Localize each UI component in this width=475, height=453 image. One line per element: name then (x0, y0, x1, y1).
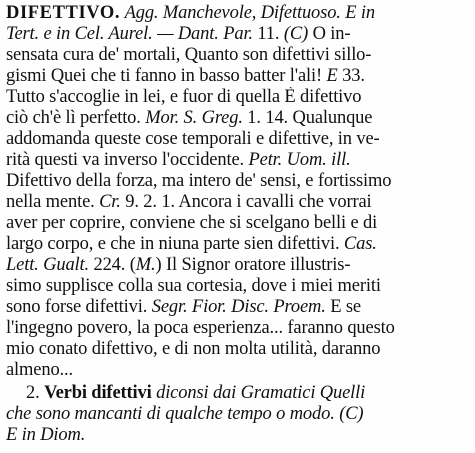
citation: Cr. (99, 192, 121, 212)
quote-text: O in- (308, 24, 351, 44)
citation: Cas. (343, 234, 377, 254)
entry-line-19 (6, 383, 464, 404)
citation-ref: 224. ( (89, 255, 136, 275)
citation-ref: 11. (252, 24, 284, 44)
quote-text: E se (325, 297, 361, 317)
citation: E in Diom. (6, 425, 86, 445)
definition: Agg. Manchevole, Difettuoso. E in (124, 3, 375, 23)
entry-line-5 (6, 87, 464, 108)
quote-text: ) Il Signor oratore illustris- (155, 255, 351, 275)
entry-line-12 (6, 234, 464, 255)
entry-line-9 (6, 171, 464, 192)
quote-text: 9. 2. 1. Ancora i cavalli che vorrai (120, 192, 372, 212)
source-mark: M. (135, 255, 156, 275)
quote-text: sensata cura de' mortali, Quanto son difettivi sillo- (6, 45, 372, 65)
citation: Petr. Uom. ill. (248, 150, 351, 170)
entry-line-11 (6, 213, 464, 234)
quote-text: sono forse difettivi. (6, 297, 148, 317)
sense-number: 2. (26, 383, 40, 403)
entry-line-10 (6, 192, 464, 213)
citation-ref: 1. 14. Qualunque (242, 108, 373, 128)
entry-line-18 (6, 360, 464, 381)
entry-line-2 (6, 24, 464, 45)
quote-text: nella mente. (6, 192, 95, 212)
citation: Segr. Fior. Disc. Proem. (151, 297, 326, 317)
entry-line-3 (6, 45, 464, 66)
quote-text: mio conato difettivo, e di non molta utilità, daranno (6, 339, 381, 359)
entry-line-13 (6, 255, 464, 276)
entry-line-17 (6, 339, 464, 360)
entry-line-16 (6, 318, 464, 339)
source-mark: (C) (283, 24, 309, 44)
headword: DIFETTIVO. (6, 3, 121, 23)
entry-line-15 (6, 297, 464, 318)
definition: diconsi dai Gramatici Quelli (156, 383, 366, 403)
citation: E (326, 66, 338, 86)
entry-line-8 (6, 150, 464, 171)
quote-text: simo supplisce colla sua cortesia, dove i miei meriti (6, 276, 381, 296)
citation: Tert. e in Cel. Aurel. — Dant. Par. (6, 24, 253, 44)
subentry-term: Verbi difettivi (44, 383, 152, 403)
citation: Lett. Gualt. (6, 255, 89, 275)
quote-text: gismi Quei che ti fanno in basso batter l'ali! (6, 66, 322, 86)
quote-text: rità questi va inverso l'occidente. (6, 150, 244, 170)
quote-text: almeno... (6, 360, 73, 380)
quote-text: Difettivo della forza, ma intero de' sensi, e fortissimo (6, 171, 392, 191)
entry-line-21 (6, 425, 464, 446)
entry-line-20 (6, 404, 464, 425)
entry-line-4 (6, 66, 464, 87)
source-mark: (C) (339, 404, 364, 424)
quote-text: l'ingegno povero, la poca esperienza... faranno questo (6, 318, 395, 338)
definition: che sono mancanti di qualche tempo o modo. (6, 404, 335, 424)
entry-line-1 (6, 3, 464, 24)
entry-line-7 (6, 129, 464, 150)
quote-text: addomanda queste cose temporali e difettive, in ve- (6, 129, 380, 149)
quote-text: aver per coprire, conviene che si scelgano belli e di (6, 213, 378, 233)
quote-text: Tutto s'accoglie in lei, e fuor di quella È difettivo (6, 87, 362, 107)
quote-text: largo corpo, e che in niuna parte sien difettivi. (6, 234, 340, 254)
quote-text: ciò ch'è lì perfetto. (6, 108, 141, 128)
entry-line-14 (6, 276, 464, 297)
entry-line-6 (6, 108, 464, 129)
citation: Mor. S. Greg. (145, 108, 243, 128)
citation-ref: 33. (337, 66, 365, 86)
